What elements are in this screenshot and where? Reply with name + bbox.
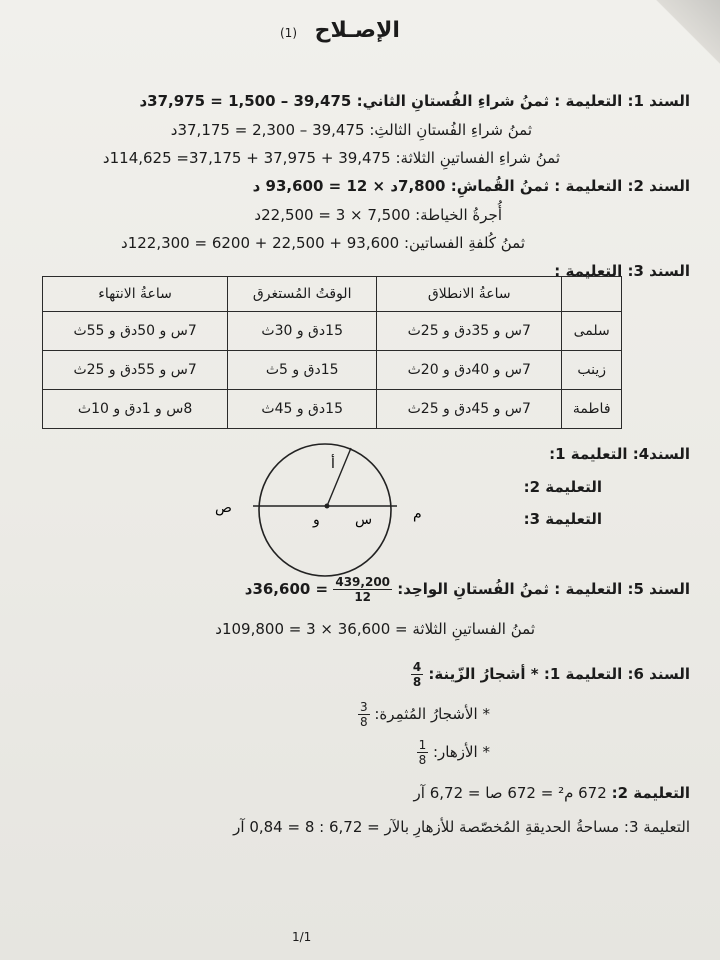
s1-line-1: السند 1: التعليمة : ثمنُ شراءِ الفُستانِ الثاني: 39,475 – 1,500 = 37,975د xyxy=(139,92,690,110)
times-table xyxy=(42,276,622,429)
s4-line-3: التعليمة 3: xyxy=(523,510,602,528)
label-o: و xyxy=(313,512,320,528)
s6-label-4: التعليمة 2: xyxy=(611,784,690,802)
table-cell: زينب xyxy=(562,351,622,390)
label-a: أ xyxy=(331,456,335,472)
label-s: س xyxy=(355,512,373,528)
s6-line-1 xyxy=(411,660,690,689)
title-text: الإصـلاح xyxy=(314,18,400,43)
circle-center xyxy=(325,504,330,509)
s6-fraction-2 xyxy=(358,700,370,729)
table-row xyxy=(43,351,622,390)
circle-figure xyxy=(205,440,435,580)
table-cell: فاطمة xyxy=(562,390,622,429)
circle-outline xyxy=(259,444,391,576)
s3-heading: السند 3: التعليمة : xyxy=(554,262,690,280)
table-header xyxy=(562,277,622,312)
s6-frac3-num: 1 xyxy=(418,738,427,752)
s6-frac1-num: 4 xyxy=(412,660,422,674)
s6-label-3: * الأزهار: xyxy=(432,743,490,761)
s5-line-1 xyxy=(245,575,690,604)
s6-label-2: * الأشجارُ المُثمِرة: xyxy=(374,705,490,723)
s5-prefix: السند 5: التعليمة : ثمنُ الفُستانِ الواحِد: xyxy=(397,580,690,598)
s5-frac-num: 439,200 xyxy=(335,575,391,589)
table-row xyxy=(43,312,622,351)
table-cell: 7س و 50دق و 55ث xyxy=(43,312,228,351)
s2-line-3: ثمنُ كُلفةِ الفساتين: 93,600 + 22,500 + 6200 = 122,300د xyxy=(121,234,525,252)
table-cell: 15دق و 30ث xyxy=(228,312,377,351)
table-cell: 7س و 45دق و 25ث xyxy=(377,390,562,429)
s2-line-2: أُجرةُ الخياطة: 7,500 × 3 = 22,500د xyxy=(254,206,502,224)
s4-line-2: التعليمة 2: xyxy=(523,478,602,496)
table-cell: 8س و 1دق و 10ث xyxy=(43,390,228,429)
s6-label-1: السند 6: التعليمة 1: * أشجارُ الزّينة: xyxy=(428,665,690,683)
table-cell: 15دق و 45ث xyxy=(228,390,377,429)
page-number: 1/1 xyxy=(292,930,312,944)
s6-fraction-1 xyxy=(411,660,423,689)
label-m: م xyxy=(413,506,422,522)
table-cell: سلمى xyxy=(562,312,622,351)
table-header: الوقتُ المُستغرق xyxy=(228,277,377,312)
table-cell: 7س و 55دق و 25ث xyxy=(43,351,228,390)
s6-line-2 xyxy=(358,700,490,729)
label-sad: ص xyxy=(215,500,232,516)
table-cell: 15دق و 5ث xyxy=(228,351,377,390)
table-cell: 7س و 40دق و 20ث xyxy=(377,351,562,390)
s5-line-2: ثمنُ الفساتينِ الثلاثة = 36,600 × 3 = 109,800د xyxy=(215,620,535,638)
table-row xyxy=(43,390,622,429)
s6-value-4: 672 م² = 672 صا = 6,72 آر xyxy=(413,784,607,802)
page-fold-corner xyxy=(650,0,720,70)
title-number: (1) xyxy=(280,26,297,40)
table-header: ساعةُ الانطلاق xyxy=(377,277,562,312)
s6-line-4 xyxy=(414,784,690,802)
s6-line-5: التعليمة 3: مساحةُ الحديقةِ المُخصّصة للأزهارِ بالآر = 6,72 : 8 = 0,84 آر xyxy=(233,818,690,836)
s2-line-1: السند 2: التعليمة : ثمنُ القُماشِ: 7,800د × 12 = 93,600 د xyxy=(252,177,690,195)
s1-line-3: ثمنُ شراءِ الفساتينِ الثلاثة: 39,475 + 37,975 + 37,175= 114,625د xyxy=(102,149,560,167)
s5-value: = 36,600د xyxy=(244,580,329,598)
s5-fraction xyxy=(333,575,392,604)
table-header-row xyxy=(43,277,622,312)
s6-line-3 xyxy=(417,738,490,767)
table-header: ساعةُ الانتهاء xyxy=(43,277,228,312)
table-cell: 7س و 35دق و 25ث xyxy=(377,312,562,351)
page-title xyxy=(280,18,400,43)
s1-line-2: ثمنُ شراءِ الفُستانِ الثالثِ: 39,475 – 2,300 = 37,175د xyxy=(170,121,532,139)
s5-frac-den: 12 xyxy=(354,590,372,604)
s6-frac3-den: 8 xyxy=(418,753,427,767)
s6-fraction-3 xyxy=(417,738,429,767)
s6-frac2-den: 8 xyxy=(359,715,368,729)
s6-frac1-den: 8 xyxy=(412,675,422,689)
s6-frac2-num: 3 xyxy=(359,700,368,714)
s4-line-1: السند4: التعليمة 1: xyxy=(549,445,690,463)
